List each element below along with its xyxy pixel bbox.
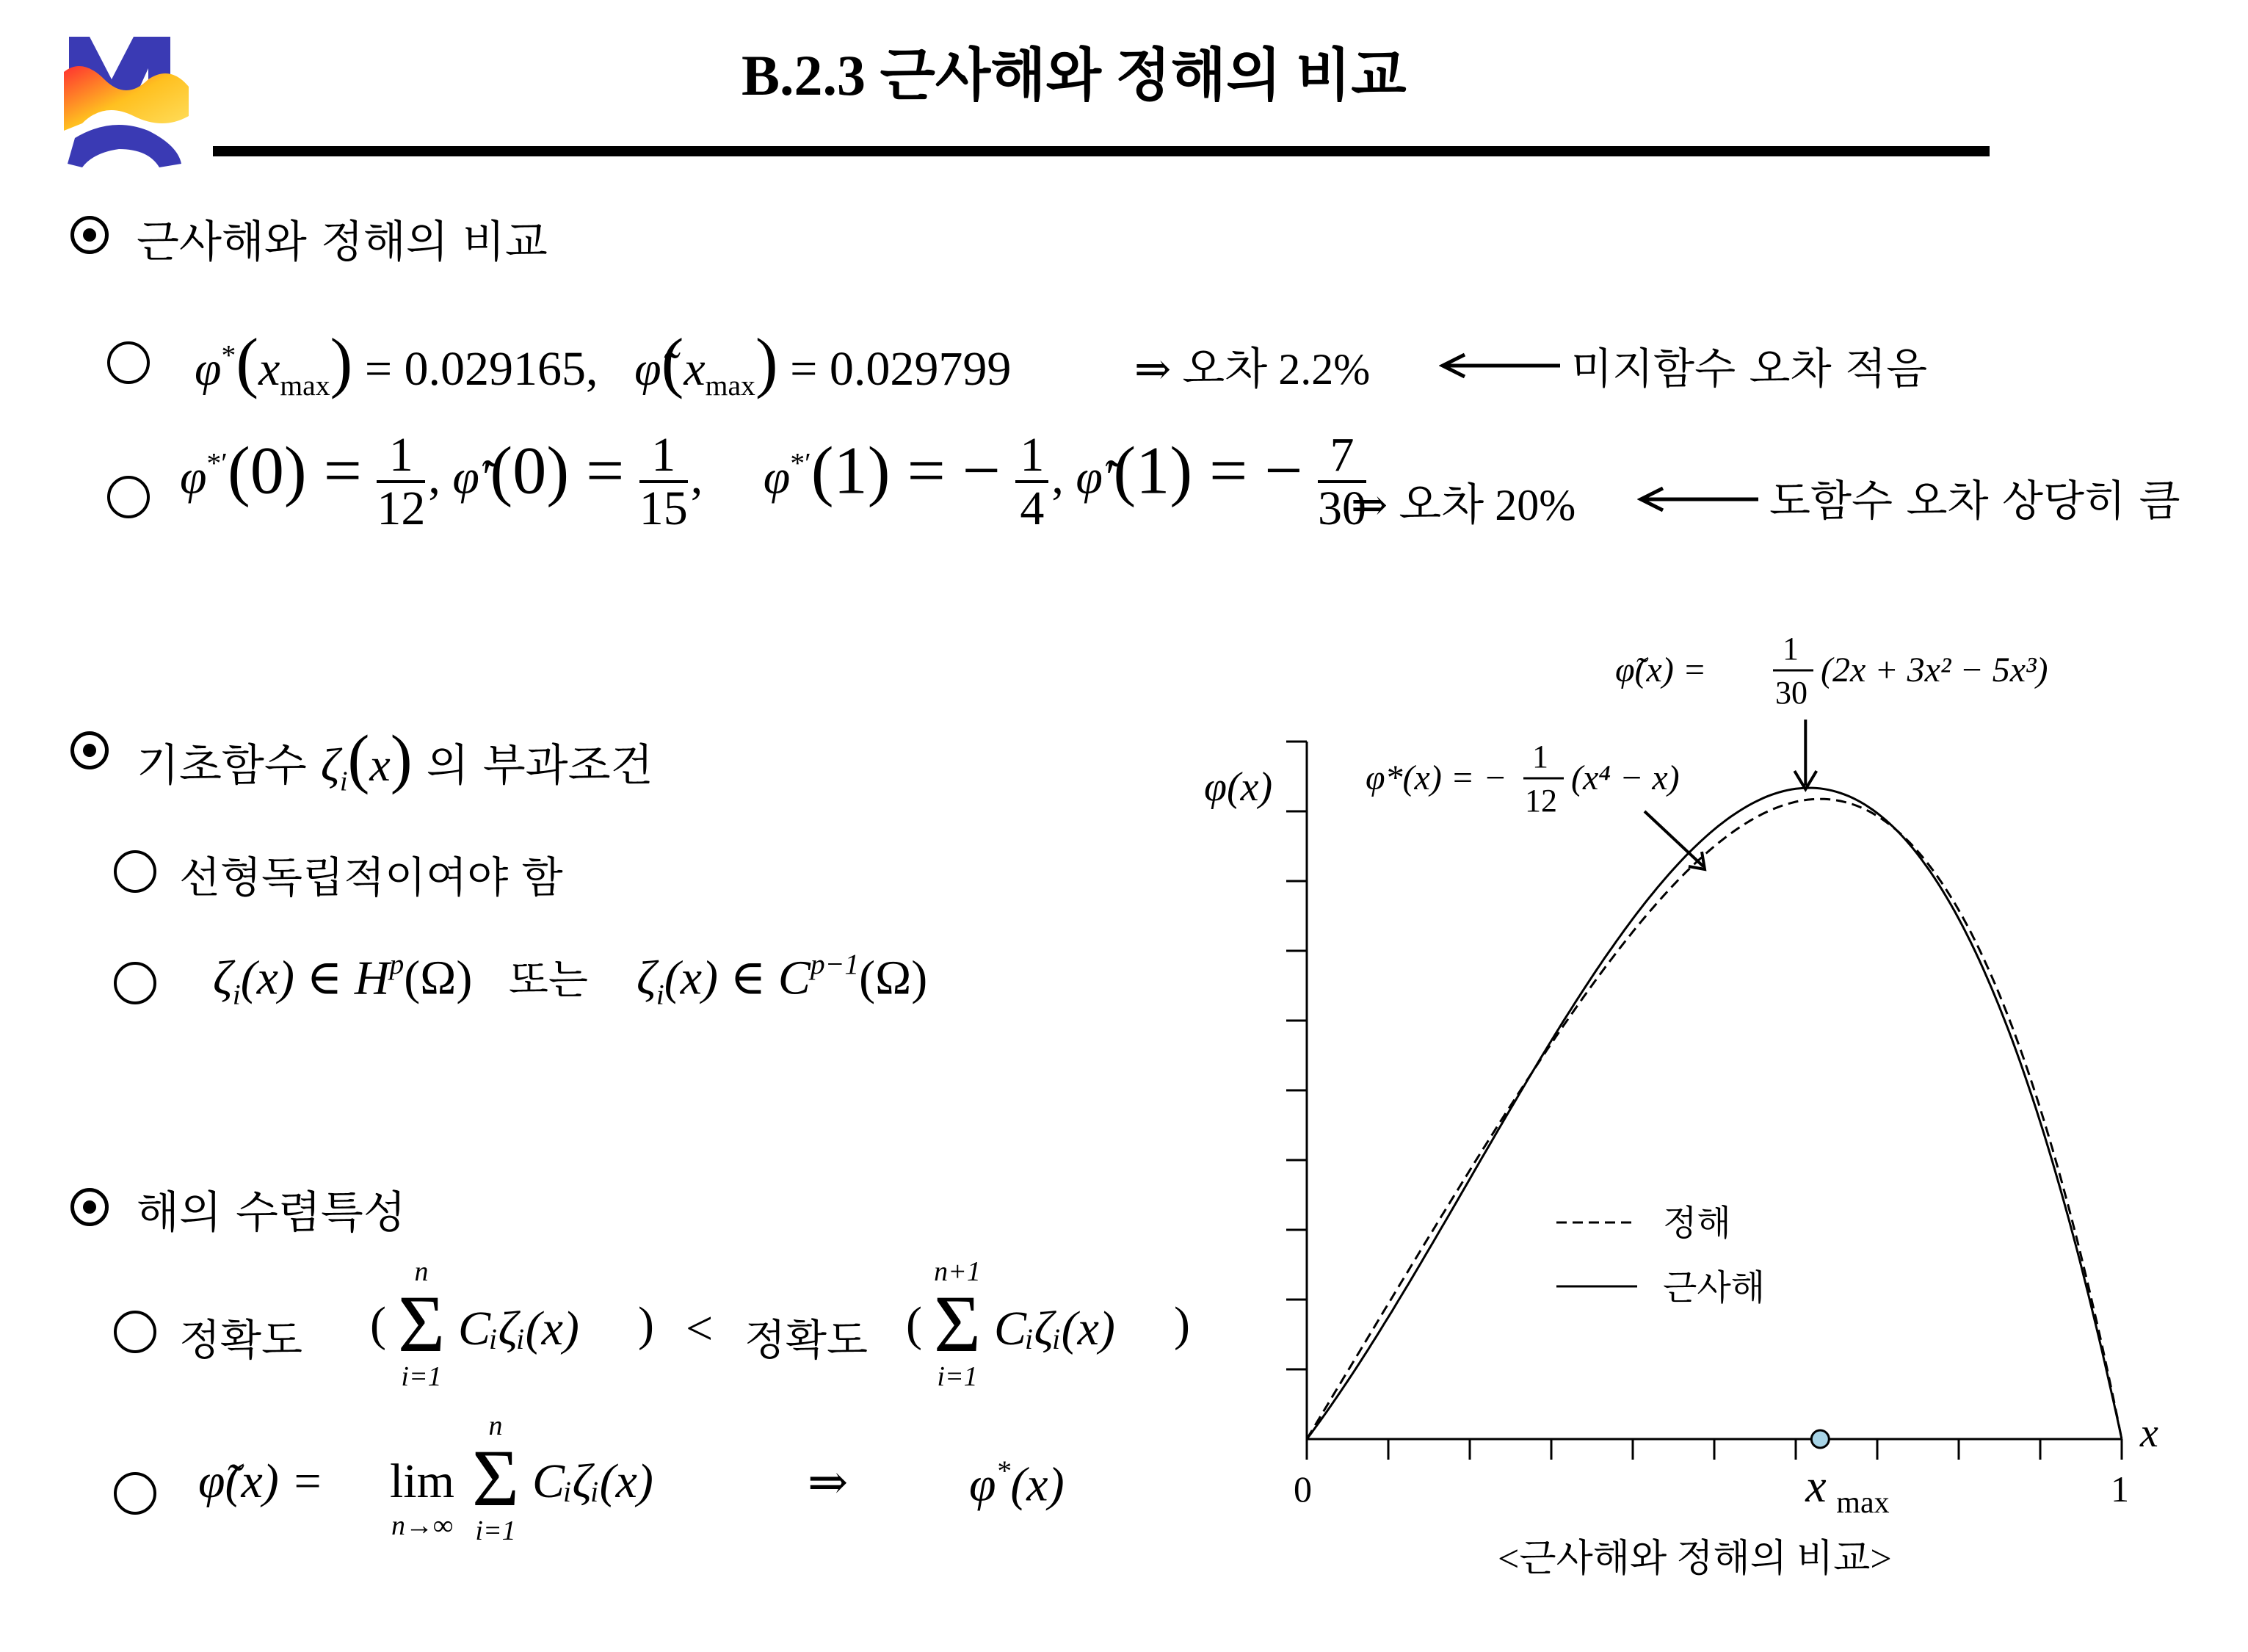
section-bullet bbox=[70, 731, 109, 769]
xmax-label: x bbox=[1805, 1460, 1827, 1512]
left-arrow-icon bbox=[1637, 485, 1762, 514]
exact-formula-num: 1 bbox=[1532, 739, 1548, 775]
series-exact-line bbox=[1307, 799, 2122, 1439]
section1-heading: 근사해와 정해의 비교 bbox=[137, 217, 548, 268]
x-axis-label: x bbox=[2140, 1410, 2158, 1456]
error-row-function: $\varphi^*(x_{max}) = 0.029165$, $\varphĩ(x_{max}) = 0.029799$ bbox=[195, 325, 1012, 402]
section2-heading: 기초함수 $\zeta_i(x)$ 의 부과조건 bbox=[137, 722, 653, 797]
legend-label-approx: 근사해 bbox=[1663, 1269, 1766, 1308]
series-approx-line bbox=[1307, 788, 2122, 1439]
approx-formula-rhs: (2x + 3x² − 5x³) bbox=[1821, 651, 2048, 689]
error-percent-derivative: ⇒ 오차 20% bbox=[1351, 481, 1576, 529]
linear-independence-item: 선형독립적이여야 함 bbox=[179, 852, 563, 902]
approx-formula-den: 30 bbox=[1775, 675, 1808, 711]
xmax-marker bbox=[1811, 1430, 1829, 1448]
note-function-error: 미지함수 오차 적음 bbox=[1571, 344, 1928, 394]
exact-formula-lhs: φ*(x) = − bbox=[1366, 758, 1507, 797]
y-axis-label: φ(x) bbox=[1204, 764, 1273, 810]
error-row-derivative: φ*′(0) = $\frac{1}{12}$ , φ̃′(0) = $\frac{1}{15}$ , φ*′(1) = − $\frac{1}{4}$ , φ̃′(1) = − $\frac{7}{30}$ bbox=[180, 428, 1366, 536]
comparison-chart bbox=[1175, 617, 2202, 1630]
approx-formula-num: 1 bbox=[1783, 631, 1799, 667]
error-percent-function: ⇒ 오차 2.2% bbox=[1134, 345, 1371, 394]
page-title: B.2.3 근사해와 정해의 비교 bbox=[742, 43, 1407, 107]
item-bullet bbox=[114, 1311, 156, 1353]
x-tick-label: 1 bbox=[2111, 1468, 2129, 1510]
x-tick-label: 0 bbox=[1294, 1468, 1312, 1510]
approx-formula-lhs: φ̃(x) = bbox=[1615, 651, 1707, 689]
note-derivative-error: 도함수 오차 상당히 큼 bbox=[1769, 476, 2180, 526]
exact-formula-rhs: (x⁴ − x) bbox=[1571, 758, 1680, 797]
item-bullet bbox=[114, 1472, 156, 1515]
xmax-subscript: max bbox=[1836, 1486, 1890, 1520]
item-bullet bbox=[114, 850, 156, 893]
section-bullet bbox=[70, 1188, 109, 1226]
left-arrow-icon bbox=[1439, 351, 1564, 380]
item-bullet bbox=[114, 962, 156, 1004]
section-bullet bbox=[70, 216, 109, 254]
item-bullet bbox=[107, 341, 150, 384]
exact-pointer-arrow bbox=[1645, 811, 1703, 866]
logo bbox=[60, 28, 192, 171]
exact-formula-den: 12 bbox=[1525, 783, 1557, 819]
legend-label-exact: 정해 bbox=[1663, 1204, 1731, 1243]
item-bullet bbox=[107, 476, 150, 518]
section3-heading: 해의 수렴특성 bbox=[137, 1187, 406, 1239]
title-divider bbox=[213, 146, 1990, 156]
function-space-item: $\zeta_i(x)$ ∈ $H^p(\Omega)$ 또는 $\zeta_i(x)$ ∈ $C^{p-1}(\Omega)$ bbox=[213, 948, 928, 1011]
chart-caption: <근사해와 정해의 비교> bbox=[1498, 1538, 1892, 1580]
